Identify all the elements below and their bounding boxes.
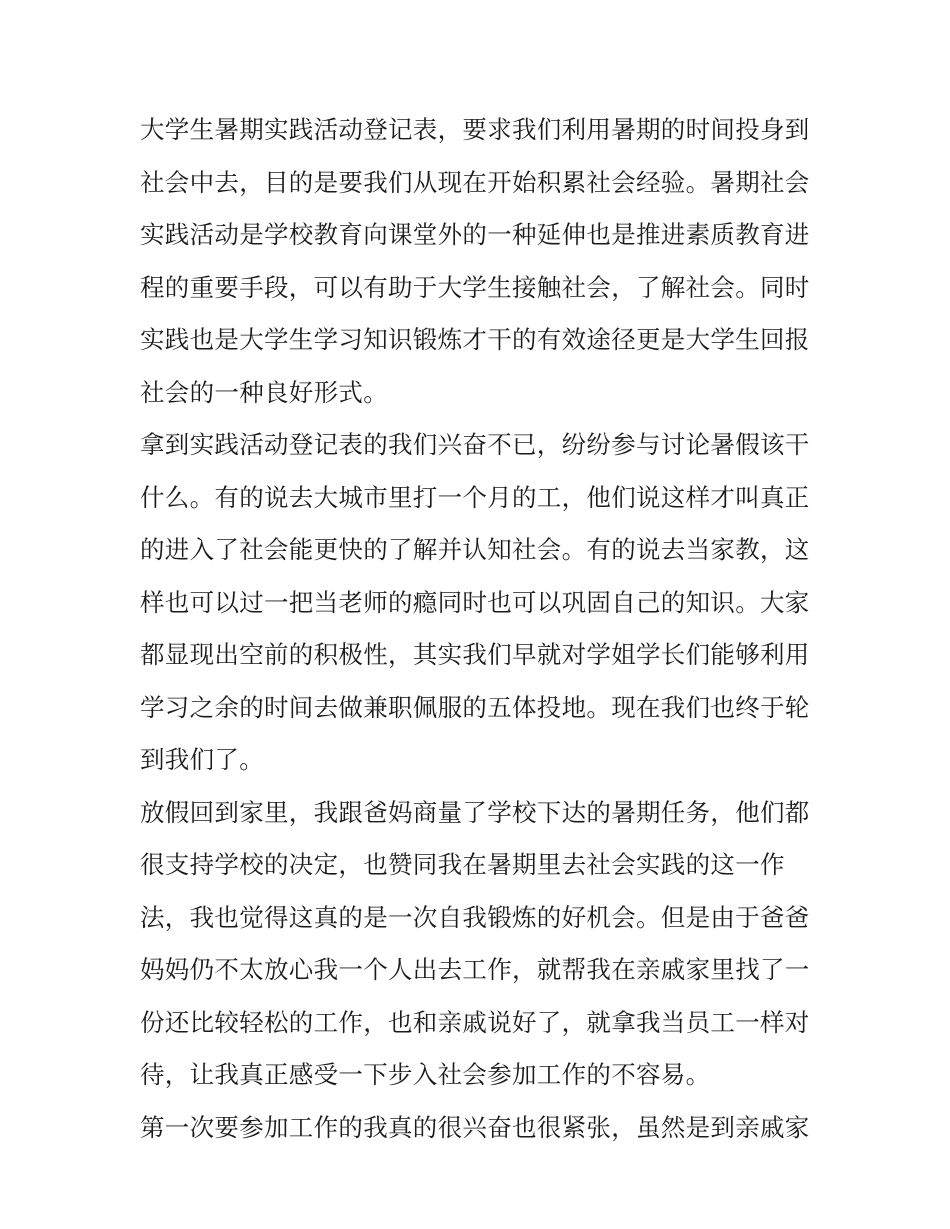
text-line: 待，让我真正感受一下步入社会参加工作的不容易。 — [140, 1060, 711, 1089]
text-line: 拿到实践活动登记表的我们兴奋不已，纷纷参与讨论暑假该干 — [140, 430, 810, 459]
text-line: 学习之余的时间去做兼职佩服的五体投地。现在我们也终于轮 — [140, 692, 810, 722]
text-line: 社会中去，目的是要我们从现在开始积累社会经验。暑期社会 — [140, 167, 810, 197]
document-body — [140, 104, 820, 1154]
text-line: 法，我也觉得这真的是一次自我锻炼的好机会。但是由于爸爸 — [140, 902, 810, 932]
text-line: 程的重要手段，可以有助于大学生接触社会，了解社会。同时 — [140, 272, 810, 302]
text-line: 样也可以过一把当老师的瘾同时也可以巩固自己的知识。大家 — [140, 587, 810, 617]
text-line: 到我们了。 — [140, 745, 264, 774]
text-line: 都显现出空前的积极性，其实我们早就对学姐学长们能够利用 — [140, 640, 810, 669]
text-line: 社会的一种良好形式。 — [140, 377, 388, 407]
text-line: 的进入了社会能更快的了解并认知社会。有的说去当家教，这 — [140, 535, 810, 564]
text-line: 妈妈仍不太放心我一个人出去工作，就帮我在亲戚家里找了一 — [140, 955, 810, 984]
text-line: 份还比较轻松的工作，也和亲戚说好了，就拿我当员工一样对 — [140, 1007, 810, 1037]
text-line: 实践活动是学校教育向课堂外的一种延伸也是推进素质教育进 — [140, 220, 810, 249]
text-line: 放假回到家里，我跟爸妈商量了学校下达的暑期任务，他们都 — [140, 797, 810, 827]
text-line: 第一次要参加工作的我真的很兴奋也很紧张，虽然是到亲戚家 — [140, 1112, 810, 1142]
text-line: 很支持学校的决定，也赞同我在暑期里去社会实践的这一作 — [140, 850, 785, 879]
text-line: 大学生暑期实践活动登记表，要求我们利用暑期的时间投身到 — [140, 115, 810, 144]
text-line: 什么。有的说去大城市里打一个月的工，他们说这样才叫真正 — [140, 482, 810, 512]
text-line: 实践也是大学生学习知识锻炼才干的有效途径更是大学生回报 — [140, 325, 810, 354]
